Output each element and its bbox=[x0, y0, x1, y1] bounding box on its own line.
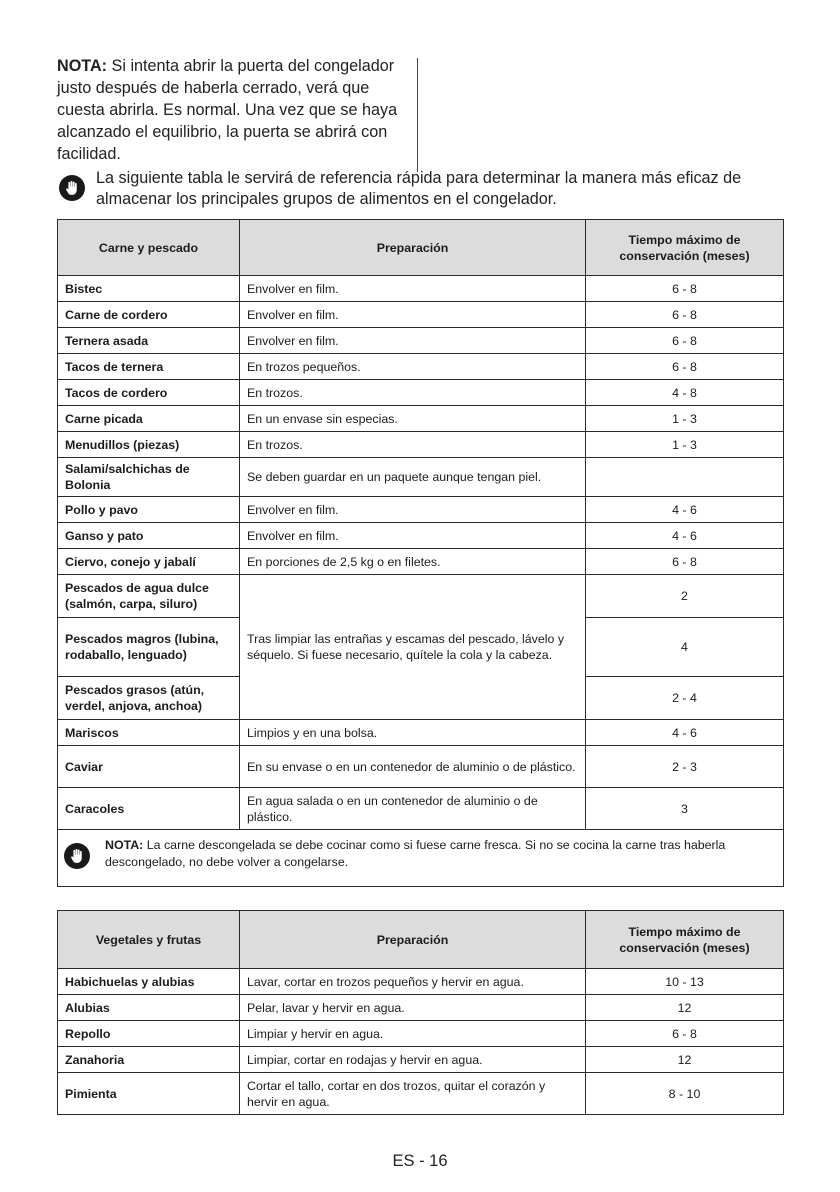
item-name: Pollo y pavo bbox=[58, 497, 240, 523]
thawed-meat-note bbox=[58, 830, 784, 887]
item-name: Menudillos (piezas) bbox=[58, 432, 240, 458]
item-time: 6 - 8 bbox=[586, 1021, 784, 1047]
freezer-door-note bbox=[57, 55, 407, 165]
item-name: Repollo bbox=[58, 1021, 240, 1047]
item-name: Carne picada bbox=[58, 406, 240, 432]
item-time: 6 - 8 bbox=[586, 276, 784, 302]
table-row bbox=[58, 406, 784, 432]
table-row bbox=[58, 1021, 784, 1047]
table-row bbox=[58, 497, 784, 523]
table-row bbox=[58, 720, 784, 746]
table-row bbox=[58, 328, 784, 354]
vegetables-fruits-table bbox=[57, 910, 784, 1115]
item-preparation: Envolver en film. bbox=[240, 523, 586, 549]
table-row bbox=[58, 549, 784, 575]
intro-text: La siguiente tabla le servirá de referencia rápida para determinar la manera más eficaz de almacenar los principales grupos de alimentos en el congelador. bbox=[96, 169, 742, 208]
table-header bbox=[58, 220, 784, 276]
note-text: Si intenta abrir la puerta del congelador justo después de haberla cerrado, verá que cuesta abrirla. Es normal. Una vez que se haya alcanzado el equilibrio, la puerta se abrirá con facilidad. bbox=[57, 57, 398, 163]
item-preparation: Envolver en film. bbox=[240, 497, 586, 523]
item-preparation: Envolver en film. bbox=[240, 328, 586, 354]
item-preparation: Envolver en film. bbox=[240, 276, 586, 302]
item-preparation: En porciones de 2,5 kg o en filetes. bbox=[240, 549, 586, 575]
item-preparation: En trozos pequeños. bbox=[240, 354, 586, 380]
item-name: Ternera asada bbox=[58, 328, 240, 354]
item-name: Pimienta bbox=[58, 1073, 240, 1115]
item-preparation: En agua salada o en un contenedor de aluminio o de plástico. bbox=[240, 788, 586, 830]
item-time: 12 bbox=[586, 995, 784, 1021]
note-body: La carne descongelada se debe cocinar como si fuese carne fresca. Si no se cocina la carne tras haberla descongelado, no debe volver a congelarse. bbox=[105, 838, 726, 869]
item-time: 6 - 8 bbox=[586, 302, 784, 328]
header-preparation: Preparación bbox=[240, 911, 586, 969]
item-preparation: En su envase o en un contenedor de aluminio o de plástico. bbox=[240, 746, 586, 788]
column-divider bbox=[417, 58, 418, 172]
thawed-meat-note-row bbox=[58, 830, 784, 887]
table-row bbox=[58, 1073, 784, 1115]
item-preparation: Lavar, cortar en trozos pequeños y hervir en agua. bbox=[240, 969, 586, 995]
item-name: Caracoles bbox=[58, 788, 240, 830]
hand-stop-icon bbox=[64, 843, 90, 869]
hand-stop-icon bbox=[59, 175, 85, 201]
item-name: Mariscos bbox=[58, 720, 240, 746]
item-time: 3 bbox=[586, 788, 784, 830]
item-name: Pescados de agua dulce (salmón, carpa, siluro) bbox=[58, 575, 240, 618]
item-preparation: En un envase sin especias. bbox=[240, 406, 586, 432]
item-preparation: Limpiar, cortar en rodajas y hervir en agua. bbox=[240, 1047, 586, 1073]
item-time: 6 - 8 bbox=[586, 549, 784, 575]
item-name: Caviar bbox=[58, 746, 240, 788]
table-row bbox=[58, 788, 784, 830]
note-label: NOTA: bbox=[57, 57, 108, 75]
item-time: 4 - 6 bbox=[586, 523, 784, 549]
table-row bbox=[58, 969, 784, 995]
item-name: Habichuelas y alubias bbox=[58, 969, 240, 995]
table-row bbox=[58, 523, 784, 549]
item-preparation: En trozos. bbox=[240, 432, 586, 458]
thawed-meat-note-text bbox=[105, 837, 773, 871]
header-max-time: Tiempo máximo de conservación (meses) bbox=[586, 220, 784, 276]
item-name: Salami/salchichas de Bolonia bbox=[58, 458, 240, 497]
note-label: NOTA: bbox=[105, 838, 144, 852]
item-time: 1 - 3 bbox=[586, 432, 784, 458]
table-row bbox=[58, 575, 784, 618]
item-time: 1 - 3 bbox=[586, 406, 784, 432]
table-row bbox=[58, 432, 784, 458]
item-preparation: Tras limpiar las entrañas y escamas del pescado, lávelo y séquelo. Si fuese necesario, quítele la cola y la cabeza. bbox=[240, 575, 586, 720]
item-time: 12 bbox=[586, 1047, 784, 1073]
item-time: 6 - 8 bbox=[586, 354, 784, 380]
header-meat-fish: Carne y pescado bbox=[58, 220, 240, 276]
item-time: 4 - 8 bbox=[586, 380, 784, 406]
page-number: ES - 16 bbox=[392, 1152, 448, 1170]
item-time: 2 - 3 bbox=[586, 746, 784, 788]
table-row bbox=[58, 1047, 784, 1073]
item-name: Ciervo, conejo y jabalí bbox=[58, 549, 240, 575]
table-row bbox=[58, 380, 784, 406]
item-time: 2 bbox=[586, 575, 784, 618]
item-time: 2 - 4 bbox=[586, 677, 784, 720]
header-vegetables-fruits: Vegetales y frutas bbox=[58, 911, 240, 969]
item-name: Pescados grasos (atún, verdel, anjova, anchoa) bbox=[58, 677, 240, 720]
table-row bbox=[58, 746, 784, 788]
header-preparation: Preparación bbox=[240, 220, 586, 276]
item-time: 6 - 8 bbox=[586, 328, 784, 354]
item-time: 4 - 6 bbox=[586, 720, 784, 746]
item-name: Bistec bbox=[58, 276, 240, 302]
item-time: 4 - 6 bbox=[586, 497, 784, 523]
item-time bbox=[586, 458, 784, 497]
table-row bbox=[58, 302, 784, 328]
item-preparation: Pelar, lavar y hervir en agua. bbox=[240, 995, 586, 1021]
item-name: Tacos de ternera bbox=[58, 354, 240, 380]
item-preparation: Envolver en film. bbox=[240, 302, 586, 328]
table-header bbox=[58, 911, 784, 969]
table-row bbox=[58, 458, 784, 497]
item-name: Carne de cordero bbox=[58, 302, 240, 328]
item-preparation: Se deben guardar en un paquete aunque tengan piel. bbox=[240, 458, 586, 497]
meat-fish-table bbox=[57, 219, 784, 887]
item-name: Ganso y pato bbox=[58, 523, 240, 549]
item-name: Pescados magros (lubina, rodaballo, lenguado) bbox=[58, 618, 240, 677]
item-time: 10 - 13 bbox=[586, 969, 784, 995]
item-preparation: En trozos. bbox=[240, 380, 586, 406]
item-time: 4 bbox=[586, 618, 784, 677]
table-row bbox=[58, 354, 784, 380]
item-name: Alubias bbox=[58, 995, 240, 1021]
item-preparation: Limpiar y hervir en agua. bbox=[240, 1021, 586, 1047]
table-row bbox=[58, 276, 784, 302]
item-preparation: Cortar el tallo, cortar en dos trozos, quitar el corazón y hervir en agua. bbox=[240, 1073, 586, 1115]
item-name: Zanahoria bbox=[58, 1047, 240, 1073]
item-preparation: Limpios y en una bolsa. bbox=[240, 720, 586, 746]
table-row bbox=[58, 995, 784, 1021]
item-name: Tacos de cordero bbox=[58, 380, 240, 406]
header-max-time: Tiempo máximo de conservación (meses) bbox=[586, 911, 784, 969]
item-time: 8 - 10 bbox=[586, 1073, 784, 1115]
